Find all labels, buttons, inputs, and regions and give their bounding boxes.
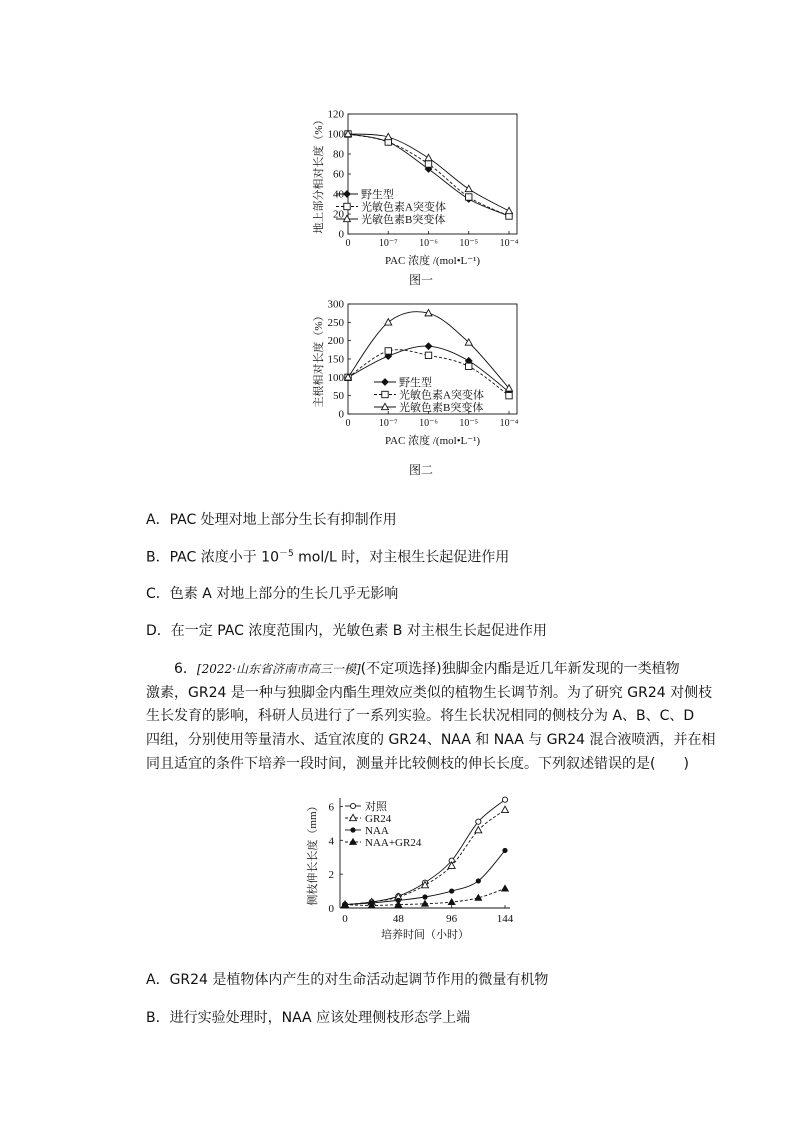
x-tick-label: 0 (342, 913, 348, 925)
x-tick-label: 10⁻⁵ (459, 418, 479, 429)
y-tick-label: 6 (328, 801, 334, 814)
data-point (502, 885, 508, 891)
legend-label: 野生型 (399, 377, 432, 389)
q6-stem (146, 658, 716, 777)
y-tick-label: 150 (327, 353, 344, 366)
legend (345, 799, 422, 849)
figure-2-caption: 图二 (409, 463, 434, 477)
legend-label: 光敏色素B突变体 (399, 402, 484, 414)
q5-option-b-prefix: B．PAC 浓度小于 10 (146, 549, 279, 566)
legend-label: 对照 (365, 801, 387, 813)
series-3 (342, 848, 507, 907)
y-tick-label: 4 (328, 835, 334, 848)
y-tick-label: 120 (327, 108, 344, 121)
legend-marker (344, 191, 350, 197)
q6-line-1-text: (不定项选择)独脚金内酯是近几年新发现的一类植物 (360, 661, 680, 677)
legend-marker (350, 814, 357, 820)
data-point (466, 194, 472, 200)
y-tick-label: 0 (338, 228, 344, 241)
y-tick-label: 200 (327, 335, 344, 348)
x-axis-label: PAC 浓度 /(mol•L⁻¹) (384, 255, 481, 267)
data-point (425, 352, 431, 358)
legend-label: 光敏色素A突变体 (361, 201, 446, 214)
q6-line-4: 四组，分别使用等量清水、适宜浓度的 GR24、NAA 和 NAA 与 GR24 混合液喷洒，并在相 (146, 732, 716, 749)
y-tick-label: 0 (328, 903, 334, 915)
x-tick-label: 48 (392, 913, 404, 925)
q6-line-1 (174, 658, 680, 682)
y-tick-label: 80 (333, 148, 344, 161)
x-tick-label: 10⁻⁶ (419, 418, 438, 429)
data-point (465, 185, 472, 191)
x-tick-label: 10⁻⁷ (378, 418, 398, 429)
q6-option-b: B．进行实验处理时，NAA 应该处理侧枝形态学上端 (146, 1010, 471, 1026)
figure-3-chart (300, 790, 530, 950)
y-axis-label: 主根相对长度（%） (313, 310, 325, 408)
q5-option-a: A．PAC 处理对地上部分生长有抑制作用 (146, 512, 397, 528)
data-point (425, 343, 431, 349)
legend-label: 光敏色素A突变体 (399, 389, 484, 402)
q5-option-b-suffix: mol/L 时，对主根生长起促进作用 (293, 549, 510, 566)
y-tick-label: 60 (333, 168, 344, 181)
data-point (502, 797, 507, 802)
q5-option-d: D．在一定 PAC 浓度范围内，光敏色素 B 对主根生长起促进作用 (146, 623, 547, 639)
data-point (476, 878, 481, 883)
x-tick-label: 10⁻⁵ (459, 238, 479, 249)
legend-label: 野生型 (361, 189, 394, 201)
legend-label: 光敏色素B突变体 (361, 214, 446, 226)
q6-line-2: 激素，GR24 是一种与独脚金内酯生理效应类似的植物生长调节剂。为了研究 GR24 对侧枝 (146, 684, 713, 701)
y-tick-label: 2 (328, 869, 334, 882)
data-point (466, 363, 472, 369)
data-point (502, 848, 507, 853)
legend-marker (382, 403, 389, 409)
legend-marker (350, 803, 355, 808)
x-tick-label: 144 (496, 913, 514, 925)
data-point (385, 319, 392, 325)
x-axis-label: 培养时间（小时） (381, 929, 469, 941)
x-tick-label: 0 (345, 418, 351, 429)
data-point (449, 888, 454, 893)
q6-number: 6． (174, 661, 197, 677)
legend-marker (382, 391, 388, 397)
data-point (385, 348, 391, 354)
y-tick-label: 100 (327, 371, 344, 384)
x-tick-label: 10⁻⁴ (499, 238, 519, 249)
legend-marker (350, 827, 355, 832)
legend-label: NAA (365, 825, 389, 837)
q6-line-3: 生长发育的影响，科研人员进行了一系列实验。将生长状况相同的侧枝分为 A、B、C、D (146, 708, 695, 725)
q6-line-5: 同且适宜的条件下培养一段时间，测量并比较侧枝的伸长长度。下列叙述错误的是( ) (146, 755, 689, 772)
data-point (425, 154, 432, 160)
data-point (425, 161, 431, 167)
y-tick-label: 0 (338, 408, 344, 421)
data-point (422, 894, 427, 899)
y-tick-label: 40 (333, 188, 344, 201)
y-axis-label: 地上部分相对长度（%） (313, 114, 325, 234)
y-axis-label: 侧枝伸长长度（mm） (307, 800, 319, 906)
data-point (506, 207, 513, 213)
q6-option-a: A．GR24 是植物体内产生的对生命活动起调节作用的微量有机物 (146, 972, 549, 988)
y-tick-label: 20 (333, 208, 344, 221)
y-tick-label: 300 (327, 298, 344, 311)
x-tick-label: 10⁻⁷ (378, 238, 398, 249)
data-point (502, 806, 509, 812)
x-axis-label: PAC 浓度 /(mol•L⁻¹) (384, 435, 481, 447)
data-point (506, 392, 512, 398)
legend (336, 187, 446, 226)
q6-source: [2022·山东省济南市高三一模] (196, 662, 361, 676)
legend-label: GR24 (365, 813, 392, 825)
y-tick-label: 50 (333, 390, 344, 403)
x-tick-label: 10⁻⁴ (499, 418, 519, 429)
figure-1-caption: 图一 (409, 273, 434, 287)
y-tick-label: 250 (327, 316, 344, 329)
data-point (448, 899, 454, 905)
legend-label: NAA+GR24 (365, 837, 422, 849)
figure-1-chart (280, 100, 540, 290)
q5-option-b-exponent: －5 (278, 549, 294, 559)
data-point (476, 819, 481, 824)
data-point (475, 826, 482, 832)
q5-option-c: C．色素 A 对地上部分的生长几乎无影响 (146, 586, 399, 602)
x-tick-label: 10⁻⁶ (419, 238, 438, 249)
legend-marker (344, 215, 351, 221)
q5-option-b (146, 546, 509, 567)
legend (374, 375, 484, 414)
x-tick-label: 96 (446, 913, 458, 925)
legend-marker (382, 379, 388, 385)
figure-2-chart (280, 292, 540, 460)
legend-marker (344, 203, 350, 209)
y-tick-label: 100 (327, 128, 344, 141)
x-tick-label: 0 (345, 238, 351, 249)
